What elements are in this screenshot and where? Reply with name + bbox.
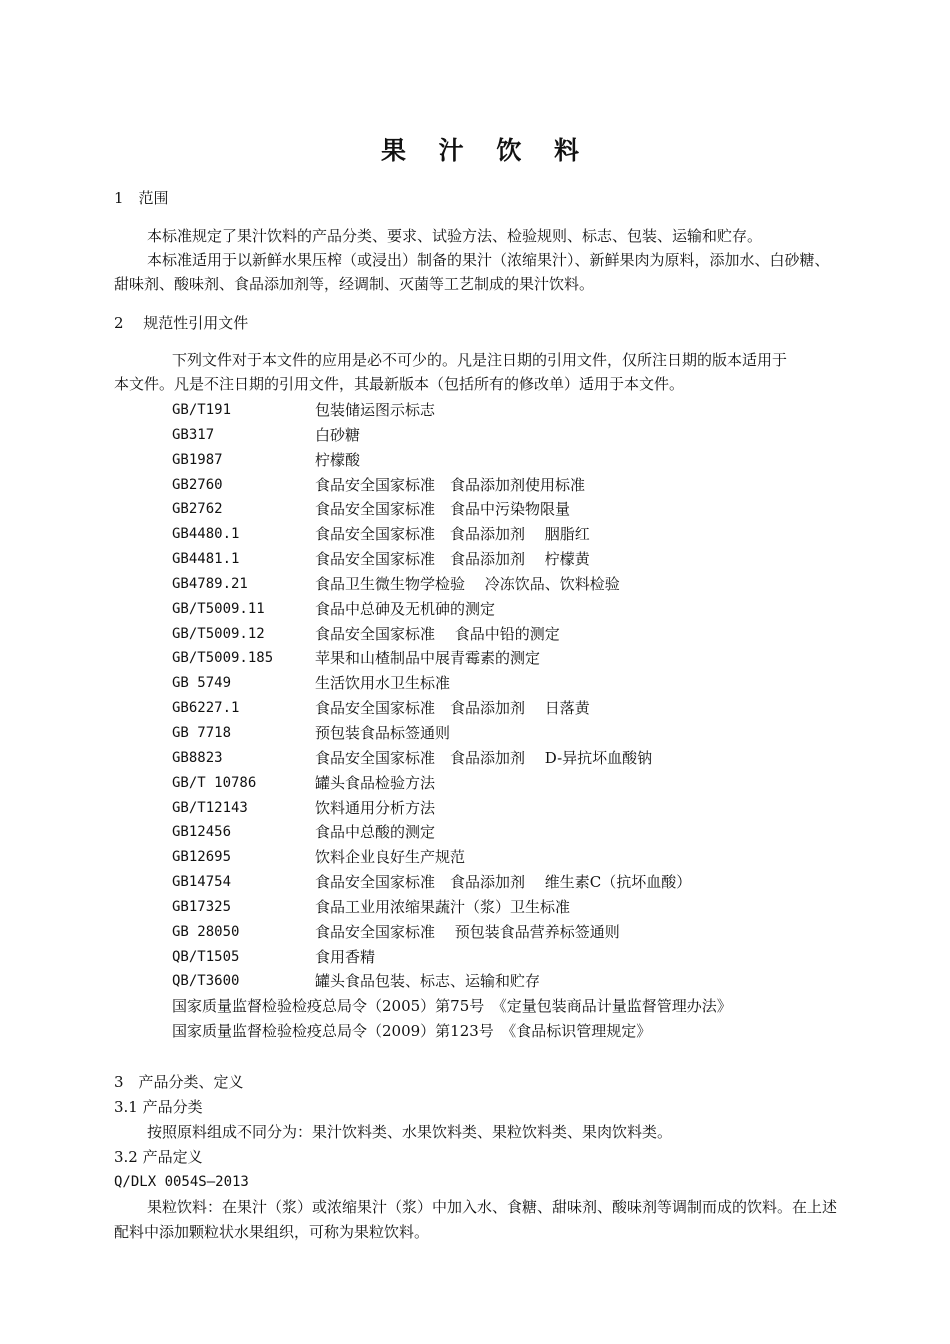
reference-code: QB/T3600 [172, 973, 240, 990]
reference-title: 食品安全国家标准 食品添加剂 D-异抗坏血酸钠 [315, 748, 653, 767]
reference-title: 食品安全国家标准 食品中铅的测定 [315, 624, 560, 643]
section-1-paragraph-2-line-2: 甜味剂、酸味剂、食品添加剂等，经调制、灭菌等工艺制成的果汁饮料。 [114, 275, 595, 293]
reference-title: 食品工业用浓缩果蔬汁（浆）卫生标准 [315, 897, 571, 916]
document-code: Q/DLX 0054S—2013 [114, 1174, 249, 1190]
section-2-heading: 2 规范性引用文件 [114, 314, 249, 332]
reference-code: GB4480.1 [172, 526, 240, 543]
reference-code: GB8823 [172, 749, 223, 766]
reference-code: GB 28050 [172, 923, 240, 940]
reference-title: 食品中总砷及无机砷的测定 [315, 599, 496, 618]
reference-code: GB/T 10786 [172, 774, 257, 791]
reference-code: GB/T191 [172, 402, 232, 418]
reference-title: 食品安全国家标准 食品添加剂 柠檬黄 [315, 550, 590, 569]
reference-title: 白砂糖 [315, 425, 361, 444]
reference-title: 食用香精 [315, 947, 376, 966]
section-3-2-definition-line-2: 配料中添加颗粒状水果组织，可称为果粒饮料。 [114, 1223, 430, 1241]
reference-title: 罐头食品检验方法 [315, 773, 436, 792]
reference-code: GB/T12143 [172, 799, 248, 816]
reference-title: 食品中总酸的测定 [315, 823, 436, 842]
decree-text: 国家质量监督检验检疫总局令（2009）第123号 《食品标识管理规定》 [172, 1022, 652, 1041]
reference-title: 预包装食品标签通则 [315, 723, 451, 742]
reference-code: GB2762 [172, 501, 223, 518]
reference-code: GB/T5009.11 [172, 600, 265, 617]
section-1-paragraph-2-line-1: 本标准适用于以新鲜水果压榨（或浸出）制备的果汁（浓缩果汁）、新鲜果肉为原料，添加水、白砂糖、 [147, 251, 830, 269]
section-3-2-definition-line-1: 果粒饮料：在果汁（浆）或浓缩果汁（浆）中加入水、食糖、甜味剂、酸味剂等调制而成的饮料。在上述 [147, 1198, 838, 1216]
reference-title: 食品安全国家标准 预包装食品营养标签通则 [315, 922, 620, 941]
reference-title: 食品安全国家标准 食品添加剂 胭脂红 [315, 525, 590, 544]
reference-code: GB317 [172, 426, 215, 443]
section-3-heading: 3 产品分类、定义 [114, 1073, 244, 1091]
reference-code: QB/T1505 [172, 948, 240, 965]
reference-code: GB6227.1 [172, 700, 240, 717]
reference-title: 食品卫生微生物学检验 冷冻饮品、饮料检验 [315, 574, 620, 593]
reference-title: 生活饮用水卫生标准 [315, 674, 451, 693]
reference-title: 食品安全国家标准 食品添加剂使用标准 [315, 475, 586, 494]
document-title: 果 汁 饮 料 [380, 136, 592, 165]
reference-title: 食品安全国家标准 食品中污染物限量 [315, 500, 571, 519]
reference-code: GB12456 [172, 824, 232, 841]
reference-code: GB4789.21 [172, 575, 248, 592]
reference-code: GB 5749 [172, 675, 232, 692]
reference-title: 柠檬酸 [315, 450, 361, 469]
section-1-paragraph-1: 本标准规定了果汁饮料的产品分类、要求、试验方法、检验规则、标志、包装、运输和贮存。 [147, 227, 763, 245]
reference-code: GB4481.1 [172, 551, 240, 568]
reference-code: GB14754 [172, 874, 232, 891]
section-2-intro-line-2: 本文件。凡是不注日期的引用文件，其最新版本（包括所有的修改单）适用于本文件。 [114, 375, 685, 393]
reference-code: GB12695 [172, 849, 232, 866]
section-2-intro-line-1: 下列文件对于本文件的应用是必不可少的。凡是注日期的引用文件，仅所注日期的版本适用于 [172, 351, 788, 369]
reference-code: GB 7718 [172, 724, 232, 741]
reference-code: GB17325 [172, 898, 232, 915]
reference-title: 食品安全国家标准 食品添加剂 日落黄 [315, 699, 590, 718]
reference-title: 包装储运图示标志 [315, 401, 436, 419]
reference-title: 食品安全国家标准 食品添加剂 维生素C（抗坏血酸） [315, 873, 692, 892]
decree-text: 国家质量监督检验检疫总局令（2005）第75号 《定量包装商品计量监督管理办法》 [172, 997, 732, 1016]
reference-title: 饮料企业良好生产规范 [315, 848, 466, 867]
reference-code: GB/T5009.12 [172, 625, 265, 642]
section-1-heading: 1 范围 [114, 189, 169, 207]
reference-title: 罐头食品包装、标志、运输和贮存 [315, 972, 541, 991]
reference-title: 饮料通用分析方法 [315, 798, 436, 817]
reference-title: 苹果和山楂制品中展青霉素的测定 [315, 649, 541, 668]
section-3-1-heading: 3.1 产品分类 [114, 1098, 203, 1116]
reference-code: GB/T5009.185 [172, 650, 274, 667]
reference-code: GB1987 [172, 451, 223, 468]
section-3-1-text: 按照原料组成不同分为：果汁饮料类、水果饮料类、果粒饮料类、果肉饮料类。 [147, 1123, 673, 1141]
section-3-2-heading: 3.2 产品定义 [114, 1148, 203, 1166]
reference-code: GB2760 [172, 476, 223, 493]
